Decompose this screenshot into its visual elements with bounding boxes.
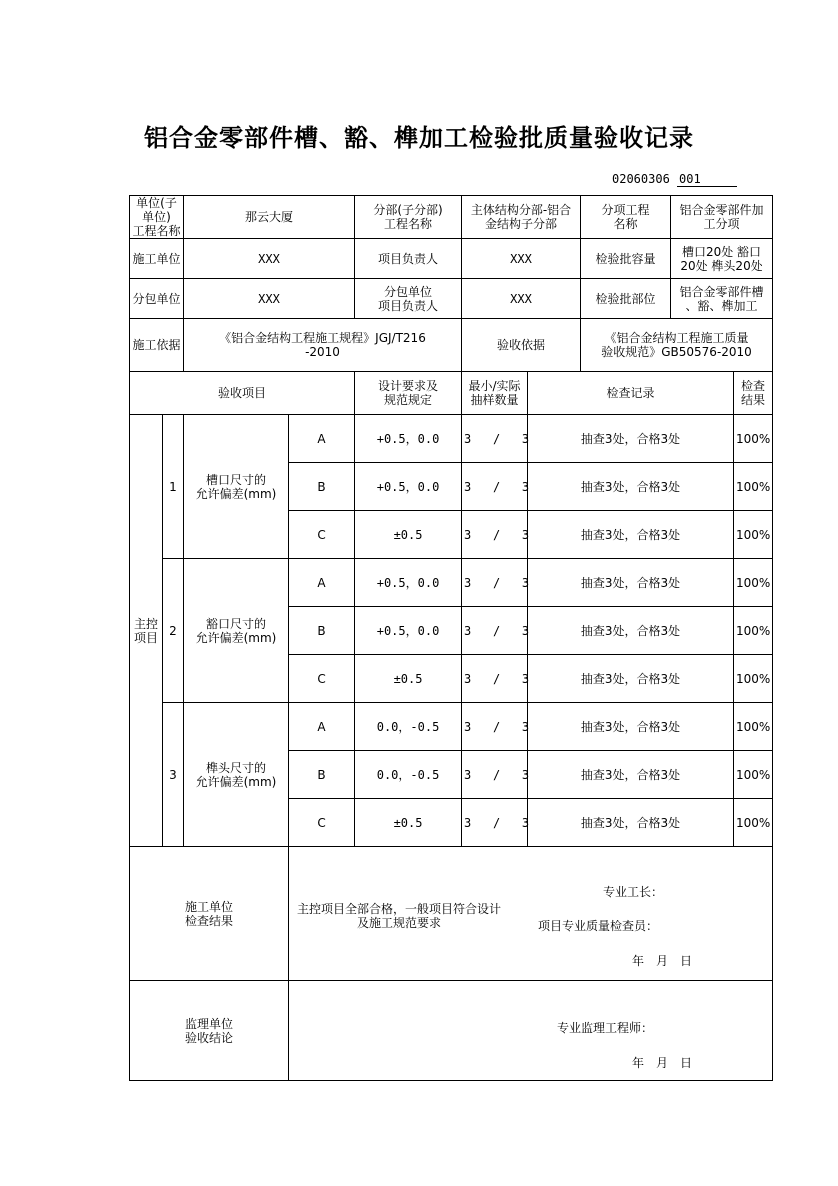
construction-check-row [130,847,773,981]
supervision-check-row [130,981,773,1081]
accept-basis-label: 验收依据 [462,319,581,372]
sub-label: 分包单位 [130,279,184,319]
accept-basis-value: 《铝合金结构工程施工质量 验收规范》GB50576-2010 [581,319,773,372]
item-number: 1 [163,415,184,559]
header-row-1 [130,196,773,239]
division-value: 主体结构分部-铝合 金结构子分部 [462,196,581,239]
item-name: 榫头尺寸的 允许偏差(mm) [184,703,289,847]
sub-item-code: C [289,655,355,703]
spec-value: ±0.5 [355,799,462,847]
sample-min: 3 [464,767,472,782]
sample-count [462,463,528,511]
spec-value: +0.5，0.0 [355,463,462,511]
sample-slash: / [492,767,501,782]
sample-actual: 3 [521,575,530,590]
sub-item-code: B [289,751,355,799]
sample-count [462,799,528,847]
item-name: 槽口尺寸的 允许偏差(mm) [184,415,289,559]
sample-count [462,607,528,655]
column-header-row [130,372,773,415]
doc-serial: 001 [677,172,737,187]
col-design: 设计要求及 规范规定 [355,372,462,415]
check-record: 抽查3处，合格3处 [528,415,734,463]
supervision-check-label: 监理单位 验收结论 [130,981,289,1081]
spec-value: +0.5，0.0 [355,607,462,655]
spec-value: +0.5，0.0 [355,415,462,463]
construction-date: 年 月 日 [632,954,693,968]
item-label: 分项工程 名称 [581,196,671,239]
capacity-value: 槽口20处 豁口 20处 榫头20处 [671,239,773,279]
construction-check-label: 施工单位 检查结果 [130,847,289,981]
sub-item-code: A [289,559,355,607]
doc-code: 02060306 [612,172,670,186]
check-record: 抽查3处，合格3处 [528,463,734,511]
quality-inspector-label: 项目专业质量检查员： [538,919,659,933]
sub-value: XXX [184,279,355,319]
sample-slash: / [492,623,501,638]
document-number [612,172,737,187]
check-result: 100% [734,751,773,799]
sample-count [462,415,528,463]
spec-value: ±0.5 [355,655,462,703]
spec-value: 0.0，-0.5 [355,751,462,799]
contractor-label: 施工单位 [130,239,184,279]
header-row-3 [130,279,773,319]
sample-actual: 3 [521,623,530,638]
sub-pm-label: 分包单位 项目负责人 [355,279,462,319]
sample-count [462,751,528,799]
check-result: 100% [734,703,773,751]
sub-item-code: B [289,463,355,511]
sample-slash: / [492,479,501,494]
item-value: 铝合金零部件加 工分项 [671,196,773,239]
unit-value: 那云大厦 [184,196,355,239]
part-label: 检验批部位 [581,279,671,319]
header-row-2 [130,239,773,279]
table-row [130,415,773,463]
sample-min: 3 [464,623,472,638]
table-row [130,703,773,751]
construction-check-content [289,847,773,981]
sample-min: 3 [464,479,472,494]
check-record: 抽查3处，合格3处 [528,751,734,799]
check-record: 抽查3处，合格3处 [528,703,734,751]
sample-actual: 3 [521,719,530,734]
check-record: 抽查3处，合格3处 [528,559,734,607]
item-number: 2 [163,559,184,703]
division-label: 分部(子分部) 工程名称 [355,196,462,239]
sample-actual: 3 [521,815,530,830]
pm-value: XXX [462,239,581,279]
spec-value: ±0.5 [355,511,462,559]
check-result: 100% [734,463,773,511]
sample-actual: 3 [521,767,530,782]
foreman-label: 专业工长： [603,885,664,899]
supervision-date: 年 月 日 [632,1056,693,1070]
sub-item-code: B [289,607,355,655]
main-control-label: 主控 项目 [130,415,163,847]
item-number: 3 [163,703,184,847]
col-sample: 最小/实际 抽样数量 [462,372,528,415]
sample-slash: / [492,671,501,686]
sample-slash: / [492,431,501,446]
spec-value: +0.5，0.0 [355,559,462,607]
check-result: 100% [734,511,773,559]
contractor-value: XXX [184,239,355,279]
check-record: 抽查3处，合格3处 [528,655,734,703]
col-item: 验收项目 [130,372,355,415]
basis-label: 施工依据 [130,319,184,372]
sample-min: 3 [464,815,472,830]
check-record: 抽查3处，合格3处 [528,799,734,847]
sample-actual: 3 [521,671,530,686]
check-record: 抽查3处，合格3处 [528,607,734,655]
table-row [130,559,773,607]
sample-slash: / [492,527,501,542]
sample-min: 3 [464,719,472,734]
sample-slash: / [492,719,501,734]
col-result: 检查 结果 [734,372,773,415]
spec-value: 0.0，-0.5 [355,703,462,751]
construction-conclusion: 主控项目全部合格，一般项目符合设计 及施工规范要求 [297,902,502,930]
sample-min: 3 [464,527,472,542]
sample-slash: / [492,815,501,830]
sample-actual: 3 [521,431,530,446]
item-name: 豁口尺寸的 允许偏差(mm) [184,559,289,703]
sample-actual: 3 [521,527,530,542]
unit-label: 单位(子单位) 工程名称 [130,196,184,239]
sample-min: 3 [464,671,472,686]
check-result: 100% [734,655,773,703]
sample-min: 3 [464,575,472,590]
sub-item-code: C [289,799,355,847]
check-result: 100% [734,799,773,847]
sample-count [462,511,528,559]
inspection-record-table [129,195,773,1081]
sample-min: 3 [464,431,472,446]
sub-item-code: C [289,511,355,559]
check-record: 抽查3处，合格3处 [528,511,734,559]
col-record: 检查记录 [528,372,734,415]
sample-slash: / [492,575,501,590]
sub-item-code: A [289,703,355,751]
sample-actual: 3 [521,479,530,494]
check-result: 100% [734,415,773,463]
part-value: 铝合金零部件槽 、豁、榫加工 [671,279,773,319]
pm-label: 项目负责人 [355,239,462,279]
sample-count [462,655,528,703]
sub-item-code: A [289,415,355,463]
basis-value: 《铝合金结构工程施工规程》JGJ/T216 -2010 [184,319,462,372]
check-result: 100% [734,559,773,607]
header-row-4 [130,319,773,372]
sample-count [462,559,528,607]
page-title: 铝合金零部件槽、豁、榫加工检验批质量验收记录 [144,123,694,152]
capacity-label: 检验批容量 [581,239,671,279]
supervision-check-content [289,981,773,1081]
sample-count [462,703,528,751]
check-result: 100% [734,607,773,655]
sub-pm-value: XXX [462,279,581,319]
supervision-engineer-label: 专业监理工程师： [557,1021,654,1035]
